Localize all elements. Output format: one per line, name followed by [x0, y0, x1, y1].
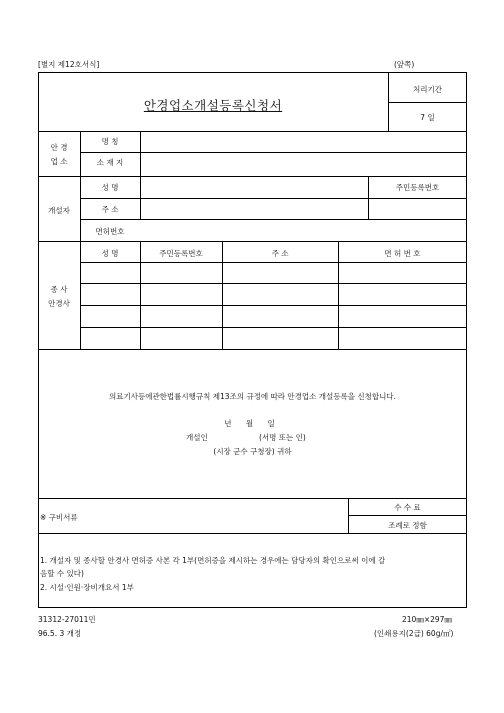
required-docs-label: ※ 구비서류 — [40, 513, 78, 522]
shop-name-field[interactable] — [142, 133, 464, 149]
staff-section-label-2: 안경사 — [48, 299, 70, 308]
staff-section-label-1: 종 사 — [50, 285, 68, 294]
founder-license-field[interactable] — [142, 221, 464, 240]
shop-address-label: 소 재 지 — [96, 158, 124, 167]
founder-name-label: 성 명 — [101, 183, 119, 192]
paper-size: 210㎜×297㎜ — [402, 615, 452, 624]
shop-address-field[interactable] — [142, 154, 464, 174]
founder-resident-field[interactable] — [370, 200, 464, 218]
side-note: (앞쪽) — [394, 60, 415, 69]
processing-value: 7 일 — [420, 113, 435, 122]
form-reference: [별지 제12호서식] — [38, 60, 100, 69]
staff-table-body[interactable] — [81, 263, 466, 348]
required-doc-1-line-1: 1. 개설자 및 종사할 안경사 면허증 사본 각 1부(면허증을 제시하는 경우에는 담당자의 확인으로써 이에 갈 — [40, 556, 386, 565]
founder-name-field[interactable] — [142, 178, 366, 196]
shop-section-label-2: 업 소 — [50, 157, 68, 166]
fee-value: 조례로 정함 — [388, 521, 427, 530]
founder-license-label: 면허번호 — [95, 227, 125, 236]
application-date: 년 월 일 — [224, 419, 281, 428]
signature-note: (서명 또는 인) — [259, 433, 306, 442]
founder-address-field[interactable] — [142, 200, 366, 218]
staff-col-resident: 주민등록번호 — [159, 249, 203, 258]
processing-label: 처리기간 — [413, 85, 442, 94]
form-code: 31312-27011민 — [38, 615, 96, 624]
fee-label: 수 수 료 — [394, 503, 421, 512]
founder-resident-label: 주민등록번호 — [395, 183, 440, 192]
staff-col-name: 성 명 — [101, 249, 119, 258]
staff-col-address: 주 소 — [271, 249, 289, 258]
founder-address-label: 주 소 — [101, 205, 119, 214]
application-statement: 의료기사등에관한법률시행규칙 제13조의 규정에 따라 안경업소 개설등록을 신청합니다. — [108, 392, 397, 401]
shop-name-label: 명 칭 — [101, 137, 119, 146]
paper-spec: (인쇄용지(2급) 60g/㎡) — [374, 629, 454, 638]
form-title: 안경업소개설등록신청서 — [143, 98, 283, 113]
recipient: (시장 군수 구청장) 귀하 — [213, 447, 292, 456]
shop-section-label-1: 안 경 — [50, 143, 68, 152]
revision-date: 96.5. 3 개정 — [38, 629, 82, 638]
required-doc-1-line-2: 음할 수 있다) — [40, 569, 84, 578]
applicant-label: 개설인 — [186, 433, 208, 442]
staff-col-license: 면 허 번 호 — [384, 249, 421, 258]
founder-section-label: 개설자 — [48, 206, 70, 215]
required-doc-2: 2. 시설·인원·장비개요서 1부 — [40, 583, 134, 592]
